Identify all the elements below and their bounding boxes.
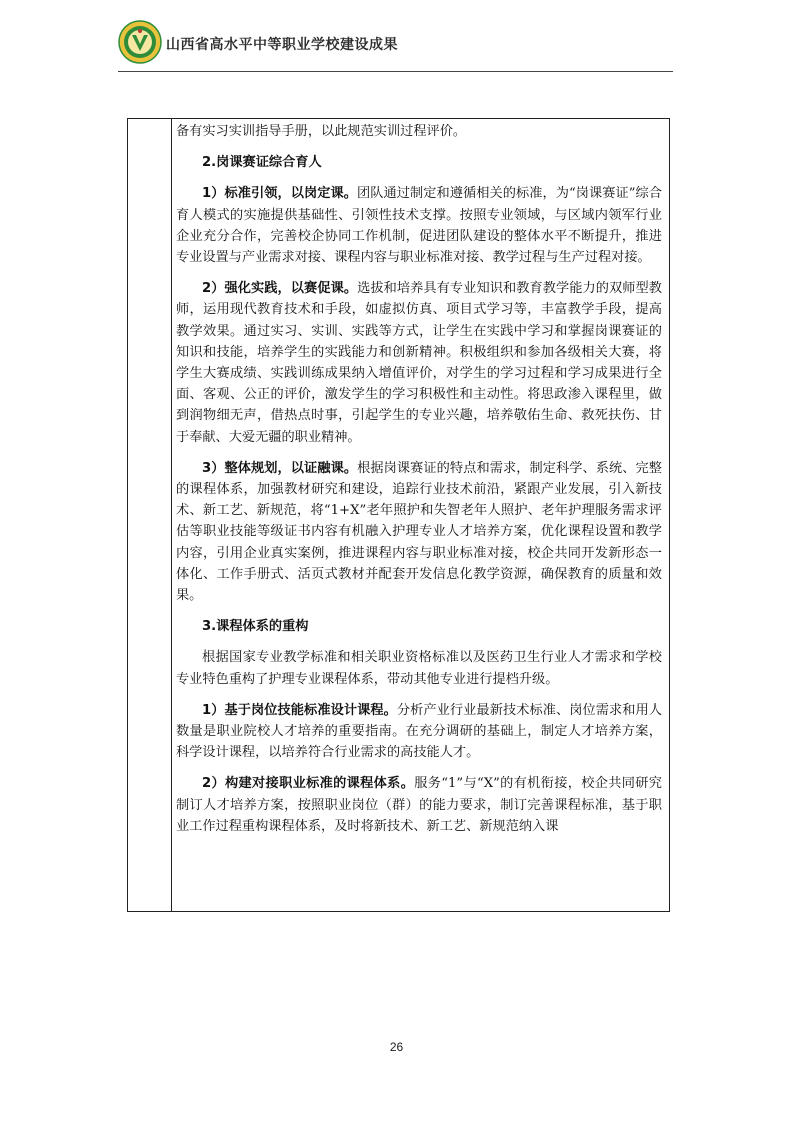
paragraph-body: 团队通过制定和遵循相关的标准，为“岗课赛证”综合育人模式的实施提供基础性、引领性技术支撑。按照专业领域，与区域内领军行业企业充分合作，完善校企协同工作机制，促进团队建设的整体水平不断提升，推进专业设置与产业需求对接、课程内容与职业标准对接、教学过程与生产过程对接。 bbox=[176, 186, 662, 266]
section-heading-3: 3.课程体系的重构 bbox=[202, 619, 309, 635]
header-title: 山西省高水平中等职业学校建设成果 bbox=[166, 37, 398, 53]
paragraph-lead: 2）强化实践，以赛促课。 bbox=[202, 281, 358, 297]
paragraph-overall-planning bbox=[176, 458, 662, 606]
paragraph-curriculum-reconstruction: 根据国家专业教学标准和相关职业资格标准以及医药卫生行业人才需求和学校专业特色重构了护理专业课程体系，带动其他专业进行提档升级。 bbox=[176, 650, 662, 687]
school-logo-icon bbox=[118, 20, 162, 64]
paragraph-lead: 1）基于岗位技能标准设计课程。 bbox=[202, 702, 397, 718]
page-number: 26 bbox=[389, 1040, 404, 1054]
page-header bbox=[118, 18, 673, 74]
paragraph-lead: 2）构建对接职业标准的课程体系。 bbox=[202, 776, 415, 792]
paragraph-lead: 3）整体规划，以证融课。 bbox=[202, 460, 358, 476]
intro-line: 备有实习实训指导手册，以此规范实训过程评价。 bbox=[176, 124, 467, 139]
header-divider bbox=[118, 71, 673, 72]
paragraph-body: 服务“1”与“X”的有机衔接，校企共同研究制订人才培养方案，按照职业岗位（群）的能力要求，制订完善课程标准，基于职业工作过程重构课程体系，及时将新技术、新工艺、新规范纳入课 bbox=[176, 776, 662, 834]
paragraph-lead: 1）标准引领，以岗定课。 bbox=[202, 186, 357, 202]
paragraph-body: 选拔和培养具有专业知识和教育教学能力的双师型教师，运用现代教育技术和手段，如虚拟仿真、项目式学习等，丰富教学手段，提高教学效果。通过实习、实训、实践等方式，让学生在实践中学习和掌握岗课赛证的知识和技能，培养学生的实践能力和创新精神。积极组织和参加各级相关大赛，将学生大赛成绩、实践训练成果纳入增值评价，对学生的学习过程和学习成果进行全面、客观、公正的评价，激发学生的学习积极性和主动性。将思政渗入课程里，做到润物细无声，借热点时事，引起学生的专业兴趣，培养敬佑生命、救死扶伤、甘于奉献、大爱无疆的职业精神。 bbox=[176, 281, 662, 445]
section-heading-2: 2.岗课赛证综合育人 bbox=[202, 155, 322, 171]
paragraph-body: 分析产业行业最新技术标准、岗位需求和用人数量是职业院校人才培养的重要指南。在充分调研的基础上，制定人才培养方案，科学设计课程，以培养符合行业需求的高技能人才。 bbox=[176, 702, 662, 761]
paragraph-body: 根据岗课赛证的特点和需求，制定科学、系统、完整的课程体系，加强教材研究和建设，追踪行业技术前沿，紧跟产业发展，引入新技术、新工艺、新规范，将“1+X”老年照护和失智老年人照护、老年护理服务需求评估等职业技能等级证书内容有机融入护理专业人才培养方案，优化课程设置和教学内容，引用企业真实案例，推进课程内容与职业标准对接，校企共同开发新形态一体化、工作手册式、活页式教材并配套开发信息化教学资源，确保教育的质量和效果。 bbox=[176, 460, 662, 604]
paragraph-professional-standard-system bbox=[176, 773, 662, 837]
table-content-cell bbox=[176, 121, 662, 837]
paragraph-skill-standard-design bbox=[176, 700, 662, 764]
table-column-divider bbox=[171, 118, 172, 912]
paragraph-strengthen-practice bbox=[176, 278, 662, 448]
paragraph-standard-guidance bbox=[176, 183, 662, 268]
